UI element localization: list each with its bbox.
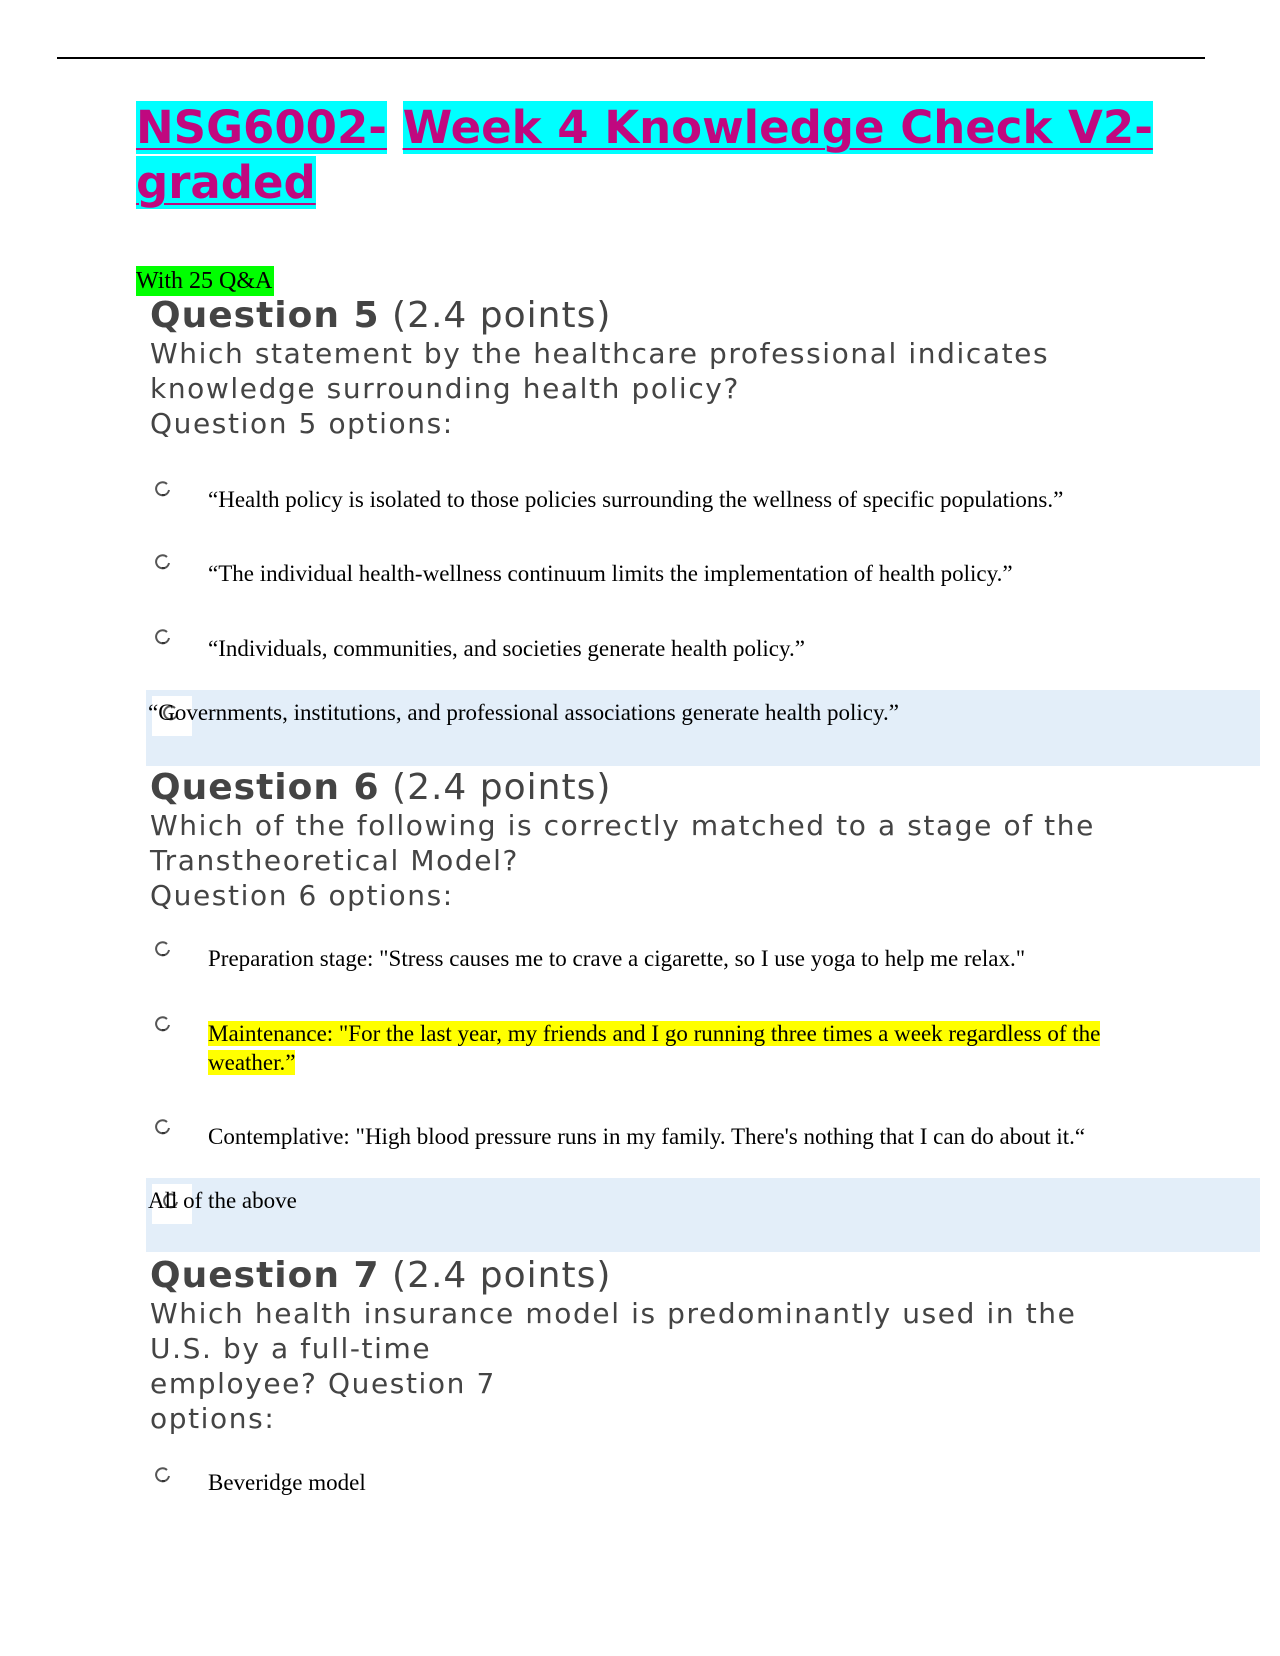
question-text-line: Which health insurance model is predominantly used in the [150, 1297, 1077, 1330]
radio-button-icon[interactable] [154, 553, 172, 571]
question-text-line: employee? Question 7 [150, 1367, 496, 1400]
answer-text: All of the above [148, 1188, 297, 1213]
title-assignment: Week 4 Knowledge Check V2-graded [136, 101, 1153, 209]
question-heading: Question 6 (2.4 points) [150, 767, 612, 808]
question-text: Which of the following is correctly matched to a stage of the Transtheoretical Model? [150, 809, 1095, 877]
options-label: Question 5 options: [150, 407, 454, 440]
options-label: Question 6 options: [150, 879, 454, 912]
option-text: “Health policy is isolated to those policies surrounding the wellness of specific populations.” [208, 487, 1064, 512]
subtitle: With 25 Q&A [136, 268, 273, 294]
option-text: “Individuals, communities, and societies generate health policy.” [208, 636, 805, 661]
question-text: Which statement by the healthcare professional indicates knowledge surrounding health policy? [150, 337, 1050, 405]
option-text: “The individual health-wellness continuum limits the implementation of health policy.” [208, 561, 1013, 586]
highlighted-answer: Maintenance: "For the last year, my friends and I go running three times a week regardless of the weather.” [208, 1021, 1101, 1075]
question-text-line: U.S. by a full-time [150, 1332, 432, 1365]
answer-text: “Governments, institutions, and professional associations generate health policy.” [148, 700, 899, 725]
top-rule [57, 57, 1205, 59]
title-course-code: NSG6002- [136, 101, 387, 154]
option-text: Preparation stage: "Stress causes me to crave a cigarette, so I use yoga to help me relax." [208, 946, 1026, 971]
radio-button-icon[interactable] [154, 1466, 172, 1484]
radio-button-icon[interactable] [154, 628, 172, 646]
question-text-line: options: [150, 1402, 276, 1435]
question-7 [150, 1256, 1210, 1436]
option-text: Beveridge model [208, 1470, 366, 1495]
option-text [208, 1019, 1178, 1077]
selected-answer[interactable] [146, 690, 1260, 766]
document-title [136, 100, 1216, 210]
option-text: Contemplative: "High blood pressure runs in my family. There's nothing that I can do about it.“ [208, 1124, 1086, 1149]
radio-button-icon[interactable] [154, 1015, 172, 1033]
question-5 [150, 296, 1210, 441]
question-6 [150, 768, 1210, 913]
question-heading: Question 5 (2.4 points) [150, 295, 612, 336]
radio-button-icon[interactable] [154, 940, 172, 958]
radio-button-icon[interactable] [154, 1118, 172, 1136]
selected-answer[interactable] [146, 1178, 1260, 1252]
question-heading: Question 7 (2.4 points) [150, 1255, 612, 1296]
radio-button-icon[interactable] [154, 480, 172, 498]
